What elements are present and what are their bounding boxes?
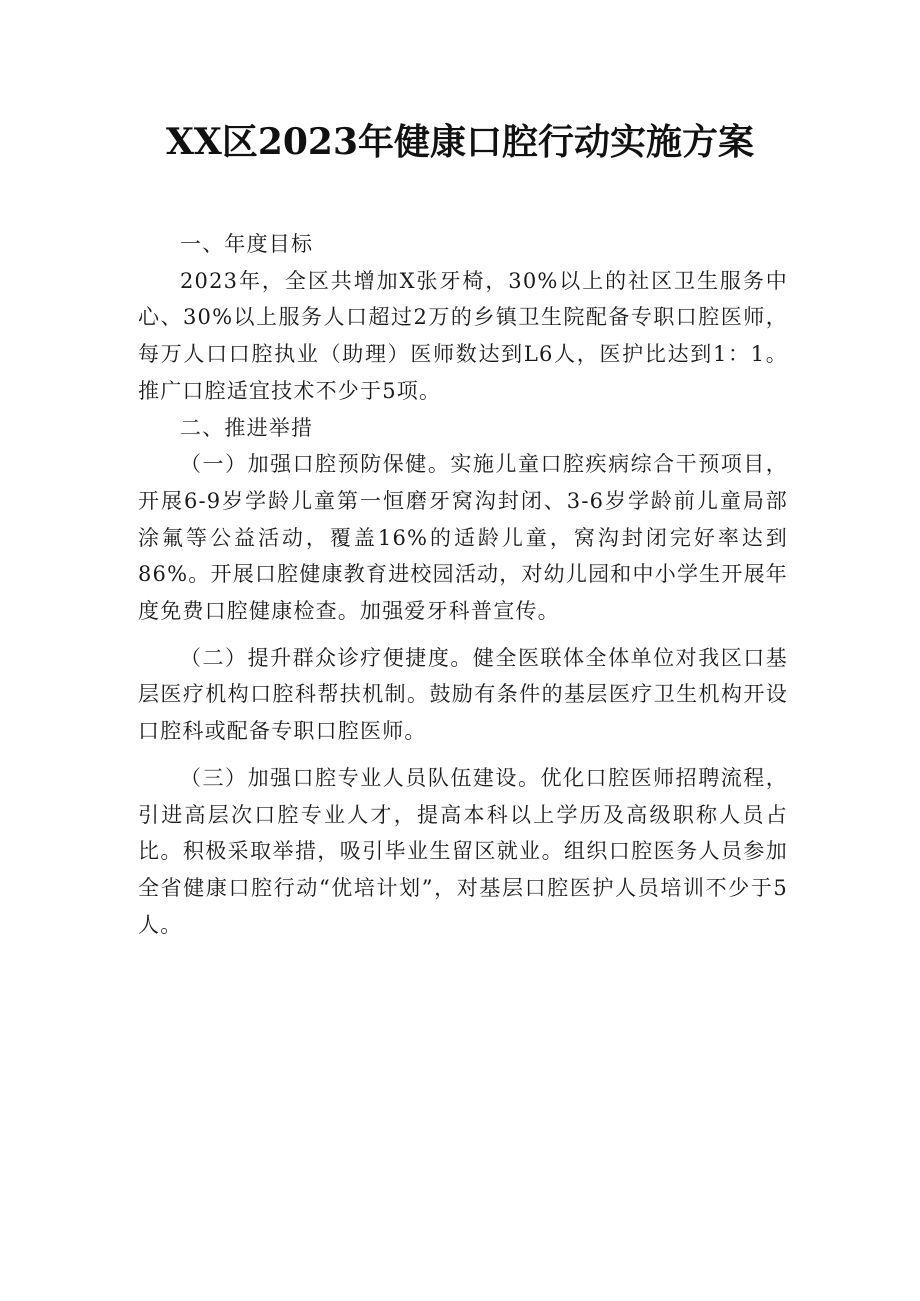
paragraph-convenience: （二）提升群众诊疗便捷度。健全医联体全体单位对我区口基层医疗机构口腔科帮扶机制。鼓励有条件的基层医疗卫生机构开设口腔科或配备专职口腔医师。 [138,645,788,744]
paragraph-spacer [138,750,788,760]
paragraph-spacer [138,630,788,640]
paragraph-workforce: （三）加强口腔专业人员队伍建设。优化口腔医师招聘流程，引进高层次口腔专业人才，提高本科以上学历及高级职称人员占比。积极采取举措，吸引毕业生留区就业。组织口腔医务人员参加全省健康口腔行动“优培计划”，对基层口腔医护人员培训不少于5人。 [138,765,788,937]
section-heading-measures: 二、推进举措 [180,415,314,440]
paragraph-prevention: （一）加强口腔预防保健。实施儿童口腔疾病综合干预项目，开展6-9岁学龄儿童第一恒磨牙窝沟封闭、3-6岁学龄前儿童局部涂氟等公益活动，覆盖16%的适龄儿童，窝沟封闭完好率达到86%。开展口腔健康教育进校园活动，对幼儿园和中小学生开展年度免费口腔健康检查。加强爱牙科普宣传。 [138,452,788,624]
section-heading-annual-goals: 一、年度目标 [180,232,314,256]
document-body [138,226,788,943]
document-title: XX区2023年健康口腔行动实施方案 [165,121,755,163]
paragraph-annual-goals: 2023年，全区共增加X张牙椅，30%以上的社区卫生服务中心、30%以上服务人口超过2万的乡镇卫生院配备专职口腔医师，每万人口口腔执业（助理）医师数达到L6人，医护比达到1：1。推广口腔适宜技术不少于5项。 [138,268,788,403]
